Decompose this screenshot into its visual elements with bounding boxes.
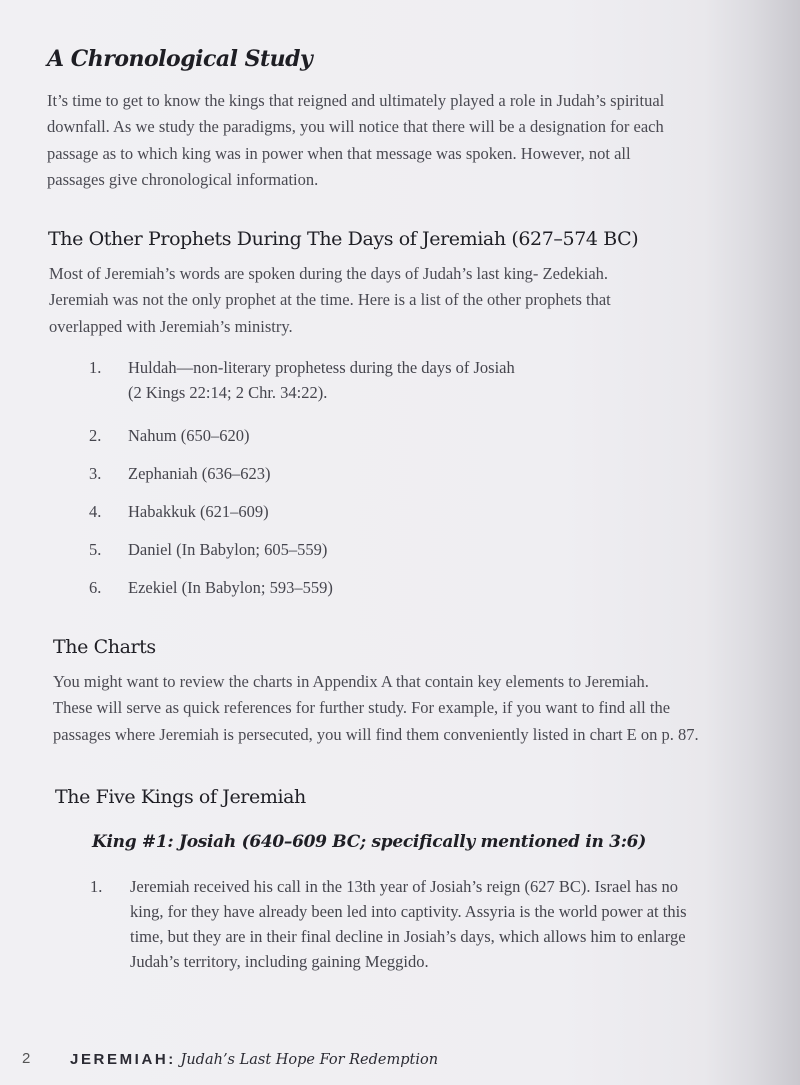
list-number: 6. xyxy=(89,578,102,597)
list-item xyxy=(90,874,790,974)
list-item xyxy=(89,461,709,499)
book-title: JEREMIAH: xyxy=(70,1051,176,1068)
list-number: 3. xyxy=(89,464,102,483)
paragraph-line: overlapped with Jeremiah’s ministry. xyxy=(49,316,293,336)
paragraph-line: Jeremiah was not the only prophet at the time. Here is a list of the other prophets that xyxy=(49,290,611,310)
paragraph-line: It’s time to get to know the kings that reigned and ultimately played a role in Judah’s spiritual xyxy=(47,91,665,110)
list-text: Daniel (In Babylon; 605–559) xyxy=(128,540,328,559)
paragraph-line: passages give chronological information. xyxy=(47,169,319,189)
paragraph-line: downfall. As we study the paradigms, you will notice that there will be a designation for each xyxy=(47,117,664,137)
page-number: 2 xyxy=(22,1050,31,1067)
section-title-other-prophets: The Other Prophets During The Days of Jeremiah (627–574 BC) xyxy=(48,228,639,250)
running-title xyxy=(70,1050,438,1068)
list-item xyxy=(89,499,709,537)
section-title-five-kings: The Five Kings of Jeremiah xyxy=(55,786,306,808)
list-number: 4. xyxy=(89,502,102,521)
list-text: Zephaniah (636–623) xyxy=(128,464,271,483)
list-text: Ezekiel (In Babylon; 593–559) xyxy=(128,578,333,597)
list-number: 2. xyxy=(89,426,102,445)
list-text: Nahum (650–620) xyxy=(128,426,250,445)
paragraph-line: passage as to which king was in power when that message was spoken. However, not all xyxy=(47,143,631,163)
list-text: Huldah—non-literary prophetess during the days of Josiah xyxy=(128,358,515,377)
section-title-charts: The Charts xyxy=(53,636,156,658)
intro-paragraph xyxy=(47,88,767,193)
charts-paragraph xyxy=(53,669,783,748)
prophets-list xyxy=(89,355,709,613)
prophets-paragraph xyxy=(49,261,769,340)
paragraph-line: passages where Jeremiah is persecuted, you will find them conveniently listed in chart E on p. 87. xyxy=(53,724,699,744)
king-subtitle-josiah: King #1: Josiah (640–609 BC; specifically mentioned in 3:6) xyxy=(92,832,646,852)
list-item xyxy=(89,575,709,613)
list-text: Jeremiah received his call in the 13th year of Josiah’s reign (627 BC). Israel has no xyxy=(130,877,679,896)
list-item xyxy=(89,537,709,575)
list-text-continued: king, for they have already been led into captivity. Assyria is the world power at this xyxy=(130,902,687,921)
josiah-list xyxy=(90,874,790,974)
list-item xyxy=(89,423,709,461)
list-text: Habakkuk (621–609) xyxy=(128,502,269,521)
list-item xyxy=(89,355,709,423)
list-number: 5. xyxy=(89,540,102,559)
section-title-chronological-study: A Chronological Study xyxy=(47,46,313,72)
paragraph-line: You might want to review the charts in Appendix A that contain key elements to Jeremiah. xyxy=(53,672,649,691)
list-number: 1. xyxy=(90,877,103,896)
paragraph-line: These will serve as quick references for further study. For example, if you want to find all the xyxy=(53,698,671,718)
paragraph-line: Most of Jeremiah’s words are spoken during the days of Judah’s last king- Zedekiah. xyxy=(49,264,609,283)
list-text-continued: (2 Kings 22:14; 2 Chr. 34:22). xyxy=(128,383,328,402)
book-subtitle: Judah’s Last Hope For Redemption xyxy=(175,1052,439,1068)
list-text-continued: Judah’s territory, including gaining Meggido. xyxy=(130,952,429,971)
list-text-continued: time, but they are in their final decline in Josiah’s days, which allows him to enlarge xyxy=(130,927,686,946)
list-number: 1. xyxy=(89,358,102,377)
